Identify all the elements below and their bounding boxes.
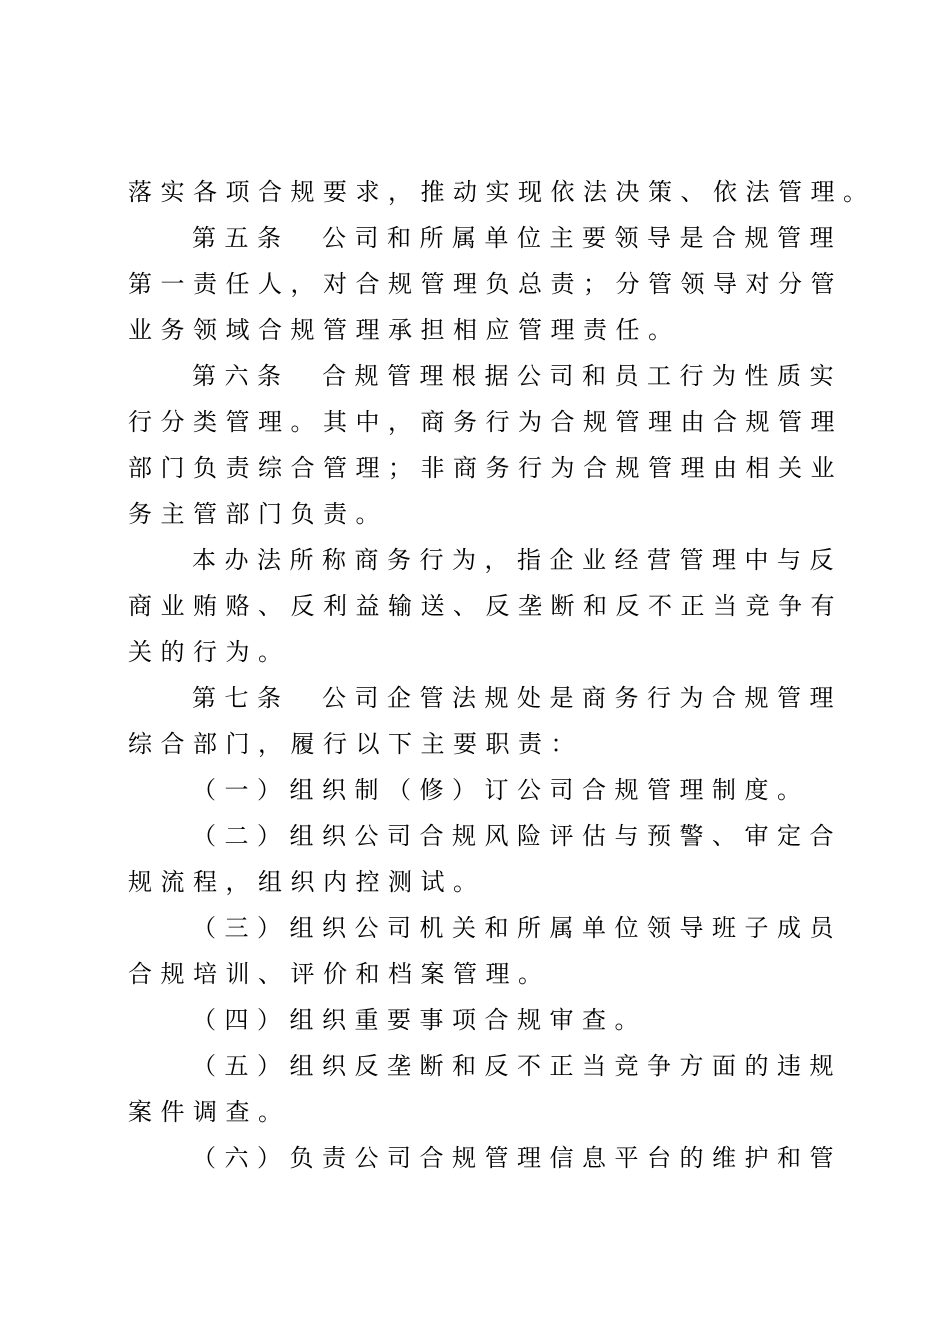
list-item: （二）组织公司合规风险评估与预警、审定合 bbox=[192, 822, 842, 850]
paragraph-line: 第一责任人，对合规管理负总责；分管领导对分管 bbox=[128, 270, 843, 298]
article-5-line: 第五条 公司和所属单位主要领导是合规管理 bbox=[192, 224, 842, 252]
list-item: （四）组织重要事项合规审查。 bbox=[192, 1006, 647, 1034]
paragraph-line: 部门负责综合管理；非商务行为合规管理由相关业 bbox=[128, 454, 843, 482]
paragraph-line: 合规培训、评价和档案管理。 bbox=[128, 960, 551, 988]
list-item: （一）组织制（修）订公司合规管理制度。 bbox=[192, 776, 810, 804]
paragraph-line: 综合部门，履行以下主要职责： bbox=[128, 730, 583, 758]
paragraph-line: 规流程，组织内控测试。 bbox=[128, 868, 486, 896]
article-6-line: 第六条 合规管理根据公司和员工行为性质实 bbox=[192, 362, 842, 390]
paragraph-line: 务主管部门负责。 bbox=[128, 500, 388, 528]
list-item: （六）负责公司合规管理信息平台的维护和管 bbox=[192, 1144, 842, 1172]
list-item: （五）组织反垄断和反不正当竞争方面的违规 bbox=[192, 1052, 842, 1080]
paragraph-line: 落实各项合规要求，推动实现依法决策、依法管理。 bbox=[128, 178, 876, 206]
paragraph-line: 案件调查。 bbox=[128, 1098, 291, 1126]
list-item: （三）组织公司机关和所属单位领导班子成员 bbox=[192, 914, 842, 942]
article-7-line: 第七条 公司企管法规处是商务行为合规管理 bbox=[192, 684, 842, 712]
paragraph-line: 商业贿赂、反利益输送、反垄断和反不正当竞争有 bbox=[128, 592, 843, 620]
paragraph-line: 关的行为。 bbox=[128, 638, 291, 666]
paragraph-line: 本办法所称商务行为，指企业经营管理中与反 bbox=[192, 546, 842, 574]
paragraph-line: 业务领域合规管理承担相应管理责任。 bbox=[128, 316, 681, 344]
paragraph-line: 行分类管理。其中，商务行为合规管理由合规管理 bbox=[128, 408, 843, 436]
